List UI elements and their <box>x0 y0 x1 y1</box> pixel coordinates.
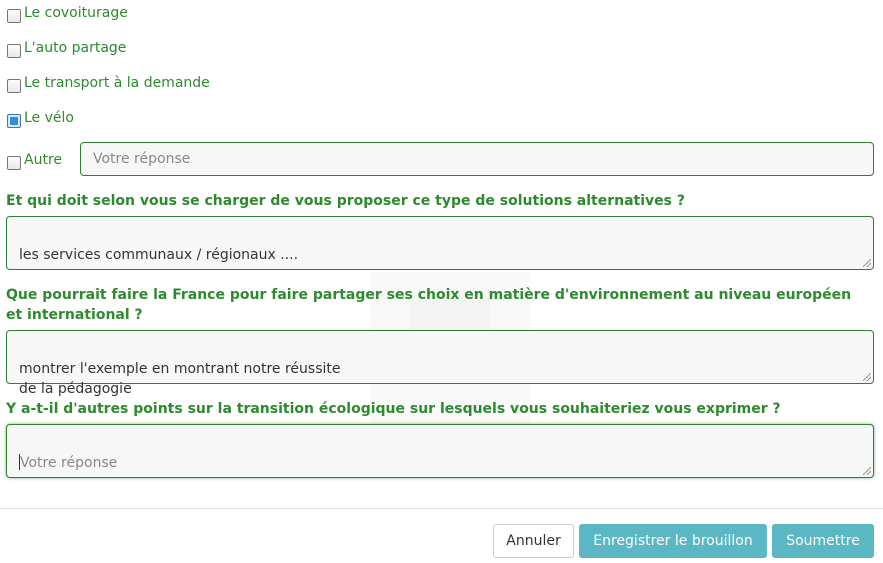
cancel-button[interactable]: Annuler <box>493 524 574 558</box>
option-label: Le covoiturage <box>24 5 128 21</box>
option-auto-partage[interactable] <box>7 38 126 58</box>
option-label: Le transport à la demande <box>24 75 210 91</box>
checkbox-covoiturage[interactable] <box>7 9 21 23</box>
submit-button[interactable]: Soumettre <box>772 524 874 558</box>
answer-france-textarea[interactable] <box>6 330 874 397</box>
checkbox-transport-demande[interactable] <box>7 79 21 93</box>
checkbox-autre[interactable] <box>7 156 21 170</box>
answer-other-points-textarea[interactable] <box>6 424 874 478</box>
question-label-france: Que pourrait faire la France pour faire partager ses choix en matière d'environnement au niveau européen et international ? <box>6 287 852 323</box>
footer-divider <box>0 508 883 509</box>
question-label-other-points: Y a-t-il d'autres points sur la transition écologique sur lesquels vous souhaiteriez vous exprimer ? <box>6 401 781 417</box>
resize-grip-icon[interactable] <box>863 373 871 381</box>
option-label: Autre <box>24 152 63 168</box>
answer-responsible-textarea[interactable] <box>6 216 874 270</box>
resize-grip-icon[interactable] <box>863 467 871 475</box>
question-label-responsible: Et qui doit selon vous se charger de vous proposer ce type de solutions alternatives ? <box>6 193 685 209</box>
answer-placeholder: Votre réponse <box>20 455 118 471</box>
option-transport-demande[interactable] <box>7 73 210 93</box>
answer-text: les services communaux / régionaux .... <box>19 247 299 263</box>
option-velo[interactable] <box>7 108 74 128</box>
checkbox-velo[interactable] <box>7 114 21 128</box>
checkbox-auto-partage[interactable] <box>7 44 21 58</box>
other-input[interactable]: Votre réponse <box>80 142 874 176</box>
option-label: L'auto partage <box>24 40 127 56</box>
resize-grip-icon[interactable] <box>863 259 871 267</box>
option-label: Le vélo <box>24 110 74 126</box>
option-covoiturage[interactable] <box>7 3 128 23</box>
save-draft-button[interactable]: Enregistrer le brouillon <box>579 524 767 558</box>
answer-text: montrer l'exemple en montrant notre réussite de la pédagogie <box>19 361 341 397</box>
option-autre[interactable] <box>7 150 62 170</box>
